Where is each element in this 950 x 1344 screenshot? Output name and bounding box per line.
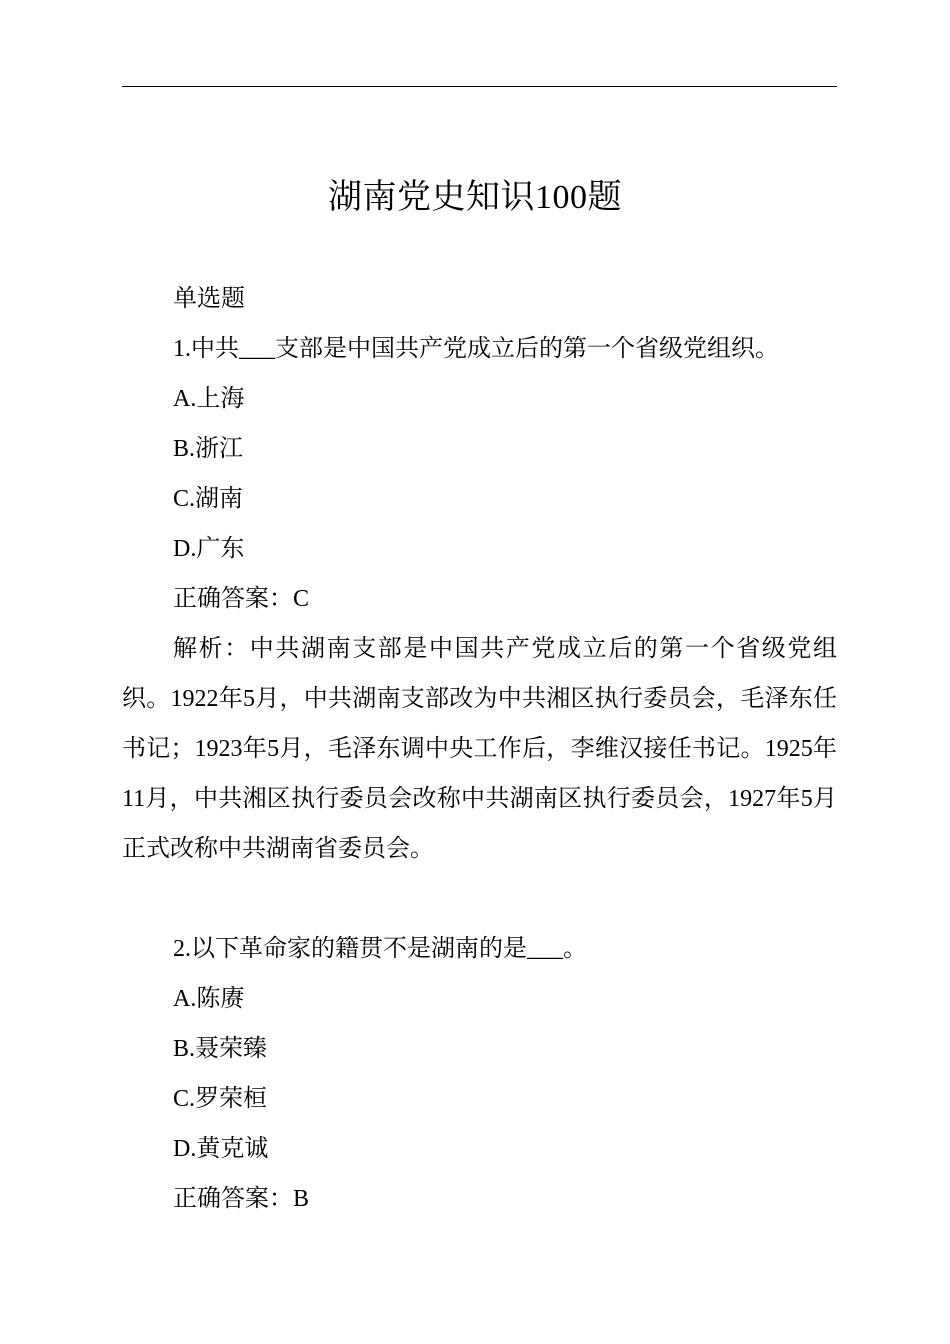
option-b: B.聂荣臻 xyxy=(173,1036,268,1062)
option-a: A.陈赓 xyxy=(173,986,245,1012)
option-c: C.湖南 xyxy=(173,486,244,512)
correct-answer: 正确答案：B xyxy=(173,1186,310,1212)
document-title: 湖南党史知识100题 xyxy=(328,179,622,216)
option-d: D.广东 xyxy=(173,536,245,562)
option-c: C.罗荣桓 xyxy=(173,1086,268,1112)
question-1 xyxy=(122,324,837,874)
question-stem: 1.中共___支部是中国共产党成立后的第一个省级党组织。 xyxy=(173,336,779,362)
spacer xyxy=(122,874,837,924)
question-2 xyxy=(122,924,837,1224)
section-label: 单选题 xyxy=(173,286,245,312)
document-body xyxy=(122,274,837,1224)
header-rule xyxy=(122,86,837,87)
explanation: 解析：中共湖南支部是中国共产党成立后的第一个省级党组织。1922年5月，中共湖南支部改为中共湘区执行委员会，毛泽东任书记；1923年5月，毛泽东调中央工作后，李维汉接任书记。1925年11月，中共湘区执行委员会改称中共湖南区执行委员会，1927年5月正式改称中共湖南省委员会。 xyxy=(122,636,837,862)
option-b: B.浙江 xyxy=(173,436,244,462)
option-a: A.上海 xyxy=(173,386,245,412)
question-stem: 2.以下革命家的籍贯不是湖南的是___。 xyxy=(173,936,587,962)
option-d: D.黄克诚 xyxy=(173,1136,269,1162)
correct-answer: 正确答案：C xyxy=(173,586,310,612)
